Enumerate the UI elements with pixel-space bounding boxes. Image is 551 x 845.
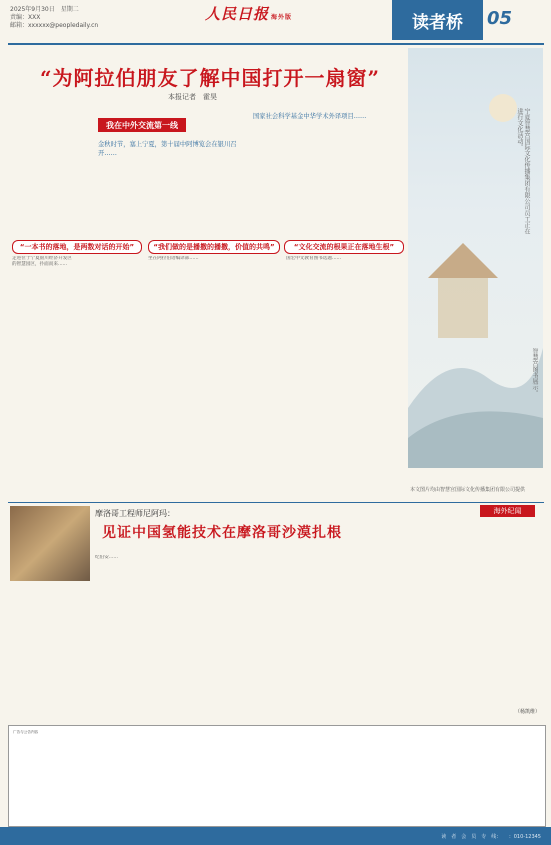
ad-column <box>145 730 273 822</box>
article-column <box>216 256 280 496</box>
illustration-caption-2: 智慧宫图书展示。 <box>531 348 538 396</box>
paper-name: 人民日报 <box>205 5 270 23</box>
article-column <box>10 585 90 715</box>
edition-line: 责编：XXX <box>10 14 41 21</box>
paper-edition: 海外版 <box>271 14 293 21</box>
masthead-info <box>10 6 98 30</box>
article-column <box>76 256 142 496</box>
column-badge: 我在中外交流第一线 <box>98 118 186 132</box>
page-number: 05 <box>487 8 513 29</box>
article-column <box>267 555 349 715</box>
ad-column: 广告与公告内容 <box>13 730 39 734</box>
intro-right: 国家社会科学基金中华学术外译项目…… <box>253 113 367 120</box>
article-column: 走进位于宁夏银川经济开发区的智慧园区，扑面而来…… <box>12 256 72 268</box>
section-badge-overseas: 海外纪闻 <box>480 505 535 517</box>
header-rule <box>8 43 544 45</box>
section-tab: 读者桥 <box>392 0 483 40</box>
article-photo <box>10 506 90 581</box>
article-column: 坐在阿拉伯语编译部…… <box>148 256 199 261</box>
article-byline-end: （杨凯维） <box>515 709 541 715</box>
photo-caption: 本文图片均由智慧宫国际文化传播集团有限公司提供 <box>410 487 526 493</box>
date-line: 2025年9月30日 星期二 <box>10 6 79 13</box>
article-headline-2: 见证中国氢能技术在摩洛哥沙漠扎根 <box>102 525 342 541</box>
column-heading-2: “我们做的是播撒的播撒，价值的共鸣” <box>148 240 280 254</box>
paper-logo <box>205 3 292 24</box>
ad-column <box>409 730 539 822</box>
intro-left: 金秋时节，塞上宁夏，第十届中阿博览会在银川召开…… <box>98 141 237 157</box>
article-kicker: 摩洛哥工程师尼阿玛： <box>95 509 175 518</box>
section-divider <box>8 502 544 503</box>
article-column <box>353 555 438 715</box>
masthead <box>0 0 551 46</box>
email-line: 邮箱：xxxxxx@peopledaily.cn <box>10 22 99 29</box>
ad-block <box>8 725 546 827</box>
article-column <box>181 555 263 715</box>
article-column: 国宏中文教育图书选题…… <box>286 256 342 261</box>
ad-column <box>277 730 405 822</box>
article-column <box>442 520 542 705</box>
article-column <box>408 356 543 486</box>
article-column: 纪伯安…… <box>95 555 118 560</box>
article-headline: “为阿拉伯朋友了解中国打开一扇窗” <box>40 66 381 90</box>
footer-bar: 读 者 会 员 专 线： ：010-12345 <box>0 827 551 845</box>
column-heading-3: “文化交流的根果正在落地生根” <box>284 240 404 254</box>
article-byline: 本报记者 霍昊 <box>168 93 217 101</box>
illustration-caption: 宁夏智慧宫国际文化传播集团有限公司员工正在进行文化活动。 <box>516 108 530 234</box>
column-heading-1: “一本书的落地，是两数对话的开始” <box>12 240 142 254</box>
